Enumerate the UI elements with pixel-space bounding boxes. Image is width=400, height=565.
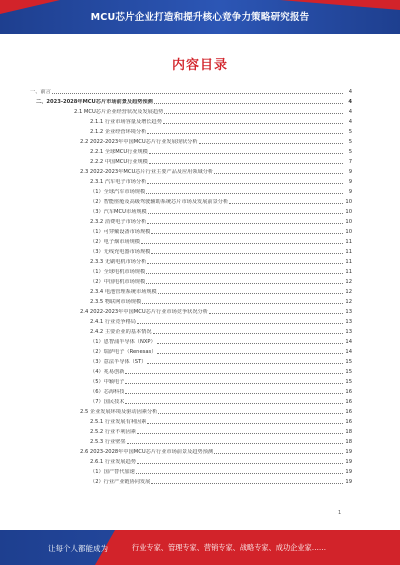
toc-entry-page: 18	[345, 429, 352, 435]
toc-entry-text: （1）恩智浦半导体（NXP）	[90, 339, 156, 345]
toc-entry-text: 2.1.2 企业经营环境分析	[90, 129, 147, 135]
toc-entry[interactable]	[30, 295, 352, 305]
toc-leader-dots	[146, 192, 343, 194]
toc-entry-text: 2.3.4 电池管理系统市场规模	[90, 289, 157, 295]
toc-entry-page: 12	[345, 299, 352, 305]
toc-entry-page: 16	[345, 399, 352, 405]
toc-leader-dots	[146, 272, 343, 274]
toc-entry-page: 11	[345, 239, 352, 245]
toc-entry[interactable]	[30, 165, 352, 175]
toc-entry-text: 2.6.1 行业发展趋势	[90, 459, 136, 465]
toc-leader-dots	[141, 242, 343, 244]
toc-leader-dots	[151, 252, 343, 254]
toc-entry-text: 2.3.5 物联网市场规模	[90, 299, 142, 305]
footer-slogan-right: 行业专家、管理专家、营销专家、战略专家、成功企业家……	[132, 543, 327, 552]
toc-entry-page: 16	[345, 419, 352, 425]
toc-entry-page: 19	[345, 459, 352, 465]
footer-banner	[0, 530, 400, 565]
toc-leader-dots	[209, 312, 343, 314]
toc-entry[interactable]	[30, 255, 352, 265]
toc-entry[interactable]	[30, 235, 352, 245]
toc-leader-dots	[125, 372, 343, 374]
toc-leader-dots	[137, 462, 343, 464]
toc-entry-page: 13	[345, 319, 352, 325]
toc-entry-text: 2.3.3 无刷电机市场分析	[90, 259, 147, 265]
toc-leader-dots	[214, 172, 343, 174]
toc-entry[interactable]	[30, 365, 352, 375]
toc-entry[interactable]	[30, 335, 352, 345]
toc-entry[interactable]	[30, 175, 352, 185]
toc-entry-page: 11	[345, 249, 352, 255]
toc-entry[interactable]	[30, 105, 352, 115]
toc-entry-page: 5	[348, 149, 352, 155]
toc-leader-dots	[151, 232, 343, 234]
toc-entry[interactable]	[30, 425, 352, 435]
toc-entry-text: （3）意法半导体（ST）	[90, 359, 147, 365]
toc-entry[interactable]	[30, 455, 352, 465]
toc-entry-text: 2.1.1 行业市场容量及增长趋势	[90, 119, 162, 125]
toc-entry-page: 10	[345, 199, 352, 205]
toc-heading: 内容目录	[171, 58, 228, 73]
toc-entry[interactable]	[30, 345, 352, 355]
toc-entry-page: 10	[345, 219, 352, 225]
toc-entry-page: 9	[348, 179, 352, 185]
toc-entry-text: 2.2.1 全球MCU行业规模	[90, 149, 148, 155]
toc-entry[interactable]	[30, 135, 352, 145]
toc-entry[interactable]	[30, 185, 352, 195]
toc-entry-page: 15	[345, 359, 352, 365]
toc-entry-text: （1）全球电机市场规模	[90, 269, 146, 275]
toc-leader-dots	[52, 92, 343, 94]
toc-leader-dots	[158, 412, 343, 414]
toc-entry-text: （2）智能座舱及高级驾驶辅助系统芯片市场及发展前景分析	[90, 199, 229, 205]
toc-leader-dots	[125, 392, 343, 394]
toc-entry[interactable]	[30, 215, 352, 225]
toc-leader-dots	[125, 402, 343, 404]
toc-entry-text: （1）全球汽车市场规模	[90, 189, 146, 195]
toc-entry-text: 2.2 2022-2023年中国MCU芯片行业发展现状分析	[80, 139, 198, 145]
page-number: 1	[338, 510, 342, 516]
toc-entry[interactable]	[30, 285, 352, 295]
toc-entry-text: （3）无线充电器市场规模	[90, 249, 151, 255]
toc-entry-page: 14	[345, 349, 352, 355]
toc-leader-dots	[153, 332, 343, 334]
toc-entry[interactable]	[30, 355, 352, 365]
toc-leader-dots	[148, 212, 343, 214]
toc-entry-page: 10	[345, 209, 352, 215]
toc-entry[interactable]	[30, 85, 352, 95]
toc-entry[interactable]	[30, 265, 352, 275]
toc-entry-text: 2.3 2022-2023年MCU芯片行业主要产品及应用领域分析	[80, 169, 214, 175]
toc-entry-text: 2.2.2 中国MCU行业规模	[90, 159, 148, 165]
toc-leader-dots	[136, 472, 343, 474]
toc-entry-text: 2.5.2 行业不利因素	[90, 429, 136, 435]
toc-entry-text: 2.3.2 消费电子市场分析	[90, 219, 147, 225]
toc-leader-dots	[147, 422, 343, 424]
toc-entry-text: 2.4 2022-2023年中国MCU芯片行业市场竞争状况分析	[80, 309, 208, 315]
toc-entry-page: 10	[345, 229, 352, 235]
toc-leader-dots	[151, 482, 343, 484]
toc-entry[interactable]	[30, 125, 352, 135]
toc-leader-dots	[149, 162, 343, 164]
toc-entry-text: （5）中颖电子	[90, 379, 125, 385]
toc-entry-text: （4）兆易创新	[90, 369, 125, 375]
toc-leader-dots	[147, 362, 343, 364]
toc-leader-dots	[163, 122, 343, 124]
toc-entry-text: 2.5.1 行业发展有利因素	[90, 419, 147, 425]
toc-leader-dots	[154, 102, 343, 104]
report-header-banner	[0, 0, 400, 34]
toc-entry-page: 15	[345, 379, 352, 385]
toc-entry-page: 13	[345, 329, 352, 335]
toc-entry-text: （3）汽车MCU市场规模	[90, 209, 147, 215]
toc-entry[interactable]	[30, 375, 352, 385]
toc-entry[interactable]	[30, 315, 352, 325]
toc-entry-page: 11	[345, 259, 352, 265]
toc-leader-dots	[147, 132, 343, 134]
toc-entry[interactable]	[30, 325, 352, 335]
toc-leader-dots	[127, 442, 343, 444]
toc-entry-page: 4	[348, 99, 352, 105]
toc-entry-text: （2）中国电机市场规模	[90, 279, 146, 285]
toc-entry-page: 4	[348, 109, 352, 115]
toc-leader-dots	[149, 152, 343, 154]
toc-leader-dots	[142, 302, 343, 304]
toc-leader-dots	[147, 222, 343, 224]
toc-entry[interactable]	[30, 435, 352, 445]
toc-entry[interactable]	[30, 475, 352, 485]
report-title: MCU芯片企业打造和提升核心竞争力策略研究报告	[90, 12, 310, 23]
toc-entry-page: 19	[345, 449, 352, 455]
toc-leader-dots	[137, 432, 343, 434]
toc-entry-text: 2.4.2 主要企业的基本情况	[90, 329, 152, 335]
toc-entry-text: 一、前言	[30, 89, 51, 95]
toc-entry-page: 18	[345, 439, 352, 445]
toc-leader-dots	[158, 292, 343, 294]
toc-leader-dots	[147, 182, 343, 184]
toc-entry[interactable]	[30, 225, 352, 235]
toc-entry-page: 9	[348, 189, 352, 195]
toc-entry-text: （1）可穿戴设备市场规模	[90, 229, 151, 235]
toc-entry[interactable]	[30, 145, 352, 155]
toc-leader-dots	[157, 342, 343, 344]
toc-entry-page: 12	[345, 279, 352, 285]
toc-entry[interactable]	[30, 415, 352, 425]
toc-entry-page: 19	[345, 479, 352, 485]
toc-entry-text: （1）国产替代加速	[90, 469, 135, 475]
toc-entry-page: 9	[348, 169, 352, 175]
toc-entry-text: （2）行业产业链协同发展	[90, 479, 151, 485]
table-of-contents	[30, 85, 352, 485]
toc-entry-page: 14	[345, 339, 352, 345]
toc-entry-text: 2.1 MCU芯片企业经营状况及发展趋势	[74, 109, 164, 115]
toc-entry-text: 2.5.3 行业壁垒	[90, 439, 126, 445]
toc-entry-page: 16	[345, 389, 352, 395]
toc-entry[interactable]	[30, 205, 352, 215]
toc-entry-page: 5	[348, 129, 352, 135]
toc-entry-page: 7	[348, 159, 352, 165]
toc-leader-dots	[147, 262, 343, 264]
toc-entry-text: （7）国民技术	[90, 399, 125, 405]
toc-leader-dots	[214, 452, 343, 454]
toc-entry-text: 2.5 企业发展环境及驱动因素分析	[80, 409, 158, 415]
toc-entry[interactable]	[30, 305, 352, 315]
toc-leader-dots	[146, 282, 343, 284]
toc-entry-page: 4	[348, 119, 352, 125]
toc-entry[interactable]	[30, 155, 352, 165]
toc-entry-page: 11	[345, 269, 352, 275]
toc-entry-page: 12	[345, 289, 352, 295]
toc-entry[interactable]	[30, 465, 352, 475]
toc-leader-dots	[199, 142, 343, 144]
toc-entry[interactable]	[30, 95, 352, 105]
toc-leader-dots	[229, 202, 343, 204]
toc-entry-text: 2.4.1 行业竞争格局	[90, 319, 136, 325]
toc-entry[interactable]	[30, 395, 352, 405]
toc-entry-text: 2.6 2023-2028年中国MCU芯片行业市场前景及趋势预测	[80, 449, 214, 455]
toc-entry-page: 16	[345, 409, 352, 415]
toc-leader-dots	[157, 352, 343, 354]
toc-entry-page: 4	[348, 89, 352, 95]
toc-entry-page: 15	[345, 369, 352, 375]
toc-entry[interactable]	[30, 115, 352, 125]
toc-entry[interactable]	[30, 245, 352, 255]
toc-entry-page: 13	[345, 309, 352, 315]
toc-entry-text: 二、2023-2028年MCU芯片市场前景及趋势预测	[36, 99, 153, 105]
toc-entry-page: 5	[348, 139, 352, 145]
toc-leader-dots	[125, 382, 343, 384]
toc-entry[interactable]	[30, 445, 352, 455]
toc-entry[interactable]	[30, 275, 352, 285]
toc-entry-text: （2）电子烟市场规模	[90, 239, 140, 245]
footer-slogan-left: 让每个人都能成为	[48, 544, 108, 553]
toc-entry-text: 2.3.1 汽车电子市场分析	[90, 179, 147, 185]
toc-leader-dots	[137, 322, 343, 324]
toc-entry[interactable]	[30, 405, 352, 415]
toc-entry[interactable]	[30, 385, 352, 395]
toc-leader-dots	[164, 112, 343, 114]
toc-entry[interactable]	[30, 195, 352, 205]
toc-entry-page: 19	[345, 469, 352, 475]
toc-entry-text: （6）芯海科技	[90, 389, 125, 395]
toc-entry-text: （2）瑞萨电子（Renesas）	[90, 349, 157, 355]
